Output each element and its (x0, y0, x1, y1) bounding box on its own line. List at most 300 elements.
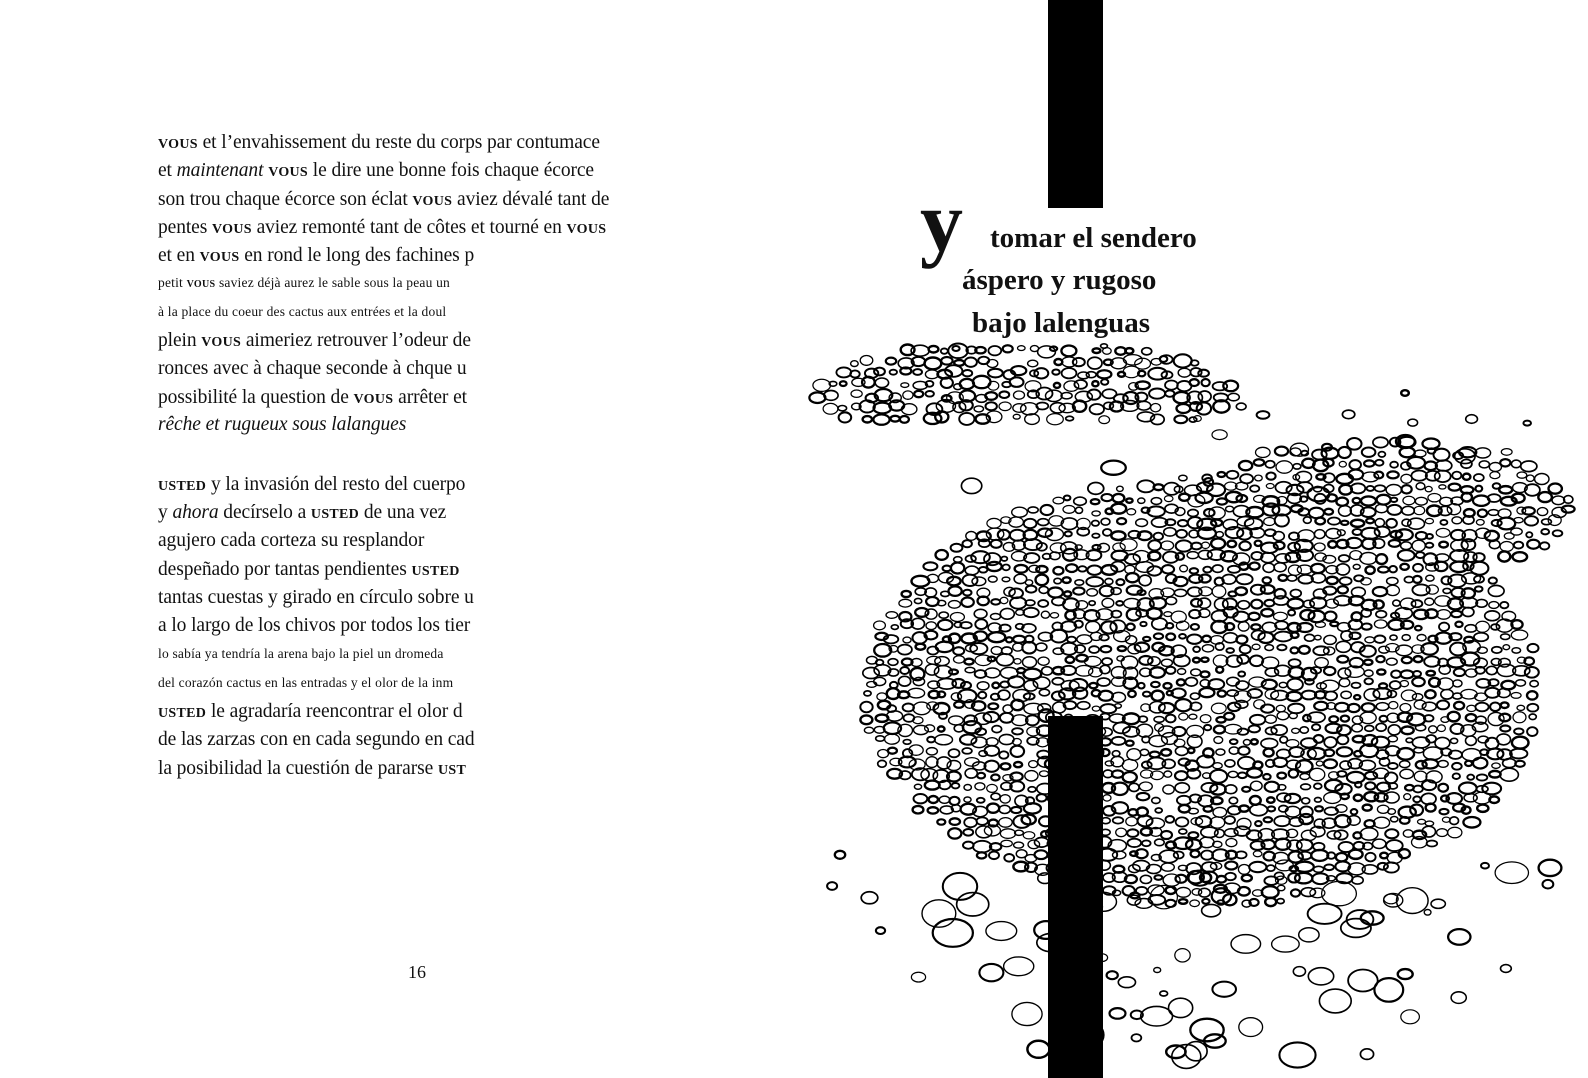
bubble (1337, 735, 1348, 744)
bubble (1261, 705, 1274, 713)
text-line (158, 555, 524, 583)
bubble (1238, 672, 1245, 677)
bubble (937, 819, 945, 824)
text-segment: arrêter et (393, 386, 467, 408)
bubble (1112, 751, 1120, 757)
text-segment: à la place du coeur des cactus aux entrées et la doul (158, 303, 447, 319)
bubble (1423, 747, 1442, 760)
italic-text: ahora (172, 502, 219, 524)
bubble (1452, 472, 1461, 480)
bubble (1004, 854, 1014, 862)
bubble (1166, 667, 1176, 674)
bubble (1238, 622, 1249, 631)
bubble (926, 391, 934, 397)
bubble (1541, 529, 1549, 534)
bubble (1297, 482, 1313, 493)
bubble (1324, 759, 1337, 768)
bubble (1466, 736, 1477, 745)
bubble (1255, 475, 1263, 481)
bubble (851, 390, 862, 397)
bubble (1296, 471, 1312, 482)
bubble (965, 769, 977, 779)
bubble (913, 369, 922, 375)
bubble (992, 726, 1002, 733)
bubble (1298, 852, 1311, 860)
bubble (1438, 784, 1448, 792)
bubble (1251, 739, 1258, 744)
bubble (1118, 977, 1135, 988)
bubble (1413, 796, 1420, 802)
text-segment: lo sabía ya tendría la arena bajo la piel un dromeda (158, 646, 444, 662)
bubble (903, 740, 911, 745)
bubble (1291, 647, 1299, 653)
text-segment: de una vez (359, 502, 447, 524)
text-segment: et l’envahissement du reste du corps par contumace (197, 132, 600, 153)
bubble (1216, 532, 1224, 538)
bubble (1522, 507, 1534, 514)
bubble (1415, 497, 1427, 505)
bubble (1014, 391, 1025, 399)
bubble (1296, 760, 1312, 772)
bubble (1224, 713, 1234, 720)
text-segment: le agradaría reencontrar el olor d (206, 701, 463, 723)
bubble (1439, 623, 1449, 631)
bubble (1412, 600, 1423, 607)
bubble (925, 358, 942, 370)
bubble (1474, 633, 1488, 642)
bubble (1243, 740, 1250, 746)
bubble (1129, 783, 1139, 791)
bubble (970, 643, 987, 654)
bubble (1107, 971, 1118, 979)
text-line (158, 754, 524, 782)
bubble (1412, 678, 1424, 687)
bubble (1379, 646, 1389, 653)
bubble (1155, 875, 1163, 880)
bubble (1101, 646, 1112, 652)
bubble (1225, 829, 1238, 837)
title-line-1: tomar el sendero (990, 222, 1197, 254)
bubble (1348, 970, 1378, 992)
bubble (939, 713, 947, 719)
bubble (1073, 588, 1084, 595)
bubble (860, 356, 873, 366)
bubble (1501, 702, 1509, 708)
bubble (1127, 509, 1136, 515)
bubble (1401, 670, 1414, 678)
bubble (1139, 575, 1151, 586)
bubble (1398, 969, 1413, 979)
bubble (1063, 577, 1071, 583)
text-line (158, 355, 524, 383)
bubble (1337, 747, 1353, 756)
bubble (1021, 403, 1039, 415)
bubble (948, 828, 961, 838)
bubble (1338, 586, 1348, 593)
bubble (1152, 618, 1167, 630)
bubble (1148, 657, 1160, 666)
bubble (875, 378, 888, 388)
bubble (914, 794, 928, 803)
bubble (1089, 683, 1097, 688)
bubble (1029, 761, 1038, 768)
bubble (1190, 568, 1198, 573)
bubble (1553, 530, 1563, 536)
bubble (1512, 648, 1521, 653)
bubble (1035, 850, 1048, 859)
bubble (1513, 712, 1526, 723)
bubble (902, 591, 911, 597)
bubble (1453, 680, 1462, 687)
bubble (1427, 671, 1435, 676)
bubble (1262, 680, 1277, 689)
bubble (1041, 611, 1049, 618)
bubble (1175, 747, 1188, 756)
bubble (1239, 461, 1252, 470)
text-line (158, 584, 524, 612)
bubble (914, 784, 921, 789)
text-segment: y (158, 502, 173, 524)
bubble (1149, 389, 1165, 399)
bubble (1117, 518, 1126, 524)
bubble (1162, 733, 1178, 745)
bubble (1209, 507, 1225, 519)
bubble (1527, 691, 1537, 699)
bubble (1176, 817, 1189, 826)
bubble (1190, 900, 1200, 907)
bubble (898, 645, 912, 655)
bubble (1013, 404, 1026, 413)
bubble (1437, 725, 1445, 732)
bubble (1210, 817, 1225, 828)
bubble (1202, 379, 1210, 386)
bubble (878, 701, 890, 710)
text-line (158, 156, 682, 184)
bubble (1447, 504, 1460, 515)
bubble (1179, 829, 1187, 834)
bubble (1279, 575, 1288, 581)
bubble (1009, 517, 1024, 527)
bubble (1425, 518, 1433, 523)
bubble (1123, 886, 1135, 896)
bubble (1361, 528, 1379, 539)
bubble (1413, 564, 1423, 572)
bubble (1249, 563, 1259, 570)
bubble (1214, 726, 1225, 734)
bubble (1099, 635, 1108, 641)
bubble (1448, 827, 1462, 838)
bubble (1264, 518, 1275, 526)
bubble (999, 734, 1014, 744)
bubble (1434, 449, 1450, 461)
text-line (158, 612, 524, 640)
bubble (1237, 655, 1249, 664)
bubble (1175, 949, 1190, 962)
bubble (1200, 715, 1211, 723)
bubble (1188, 510, 1198, 517)
bubble (1140, 875, 1151, 883)
bubble (1441, 690, 1453, 700)
bubble (1289, 659, 1301, 667)
bubble (977, 817, 988, 825)
small-caps-word: vous (212, 216, 252, 239)
bubble (1288, 610, 1295, 616)
bubble (1316, 761, 1323, 766)
bubble (1236, 403, 1246, 410)
bubble (1064, 381, 1079, 391)
bubble (1303, 517, 1311, 523)
bubble (1385, 829, 1398, 838)
bubble (1218, 472, 1226, 477)
bubble (1110, 1008, 1126, 1019)
bubble (1365, 637, 1375, 643)
bubble (992, 683, 999, 689)
bubble (950, 613, 964, 622)
bubble (1155, 808, 1162, 813)
bubble (1155, 839, 1165, 846)
bubble (1149, 736, 1167, 747)
bubble (1002, 565, 1009, 571)
bubble (861, 892, 878, 904)
bubble (1266, 473, 1275, 480)
bubble (1136, 519, 1148, 527)
text-segment: aimeriez retrouver l’odeur de (241, 330, 471, 352)
bubble (888, 659, 898, 666)
bubble (1279, 1042, 1315, 1067)
bubble (1165, 381, 1178, 390)
bubble (1178, 520, 1188, 526)
bubble (1091, 499, 1100, 504)
bubble (1351, 809, 1358, 814)
bubble (1201, 658, 1208, 662)
bubble (900, 368, 911, 375)
bubble (1250, 485, 1259, 491)
bubble (1162, 565, 1174, 573)
bubble (1251, 781, 1263, 790)
bubble (1374, 600, 1384, 608)
bubble (926, 757, 938, 768)
bubble (1439, 542, 1448, 548)
bubble (1335, 703, 1349, 712)
bubble (1154, 533, 1163, 540)
bubble (1485, 611, 1500, 621)
bubble (1336, 498, 1348, 506)
bubble (891, 625, 898, 630)
bubble (1473, 792, 1490, 804)
bubble (1539, 860, 1562, 876)
text-segment: pentes (158, 217, 212, 239)
bubble (1218, 691, 1226, 697)
bubble (1166, 816, 1175, 823)
bubble (1001, 840, 1012, 847)
bubble (1023, 608, 1038, 617)
bubble (991, 775, 999, 781)
bubble (1451, 611, 1462, 617)
bubble (1164, 771, 1172, 777)
bubble (986, 738, 998, 746)
bubble (1088, 483, 1104, 495)
text-segment: agujero cada corteza su resplandor (158, 529, 425, 551)
bubble (1277, 899, 1284, 904)
bubble (1322, 881, 1357, 905)
bubble (1451, 992, 1466, 1004)
bubble (1274, 563, 1286, 572)
bubble (950, 797, 960, 805)
bubble (1213, 565, 1223, 572)
bubble (1462, 608, 1474, 617)
bubble (1176, 875, 1187, 883)
bubble (963, 842, 974, 849)
bubble (1164, 528, 1176, 536)
bubble (1213, 763, 1222, 769)
bubble (864, 691, 871, 696)
bubble (1273, 532, 1284, 541)
bubble (987, 360, 998, 368)
bubble (1024, 519, 1037, 528)
small-caps-word: vous (268, 159, 309, 182)
bubble (1393, 600, 1400, 606)
bubble (1202, 904, 1221, 916)
bubble (1190, 1019, 1223, 1042)
bubble (1525, 667, 1539, 678)
bubble (923, 562, 937, 570)
bubble (1203, 567, 1211, 573)
bubble (1189, 832, 1199, 838)
text-line (158, 640, 524, 668)
bubble (1238, 887, 1250, 896)
bubble (1403, 830, 1413, 837)
bubble (1265, 461, 1274, 468)
text-line (158, 185, 682, 213)
bubble (1476, 621, 1490, 632)
bubble (1255, 541, 1262, 546)
text-line (158, 298, 524, 326)
bubble (1075, 580, 1084, 585)
bubble (1425, 821, 1433, 826)
bubble (1300, 727, 1308, 733)
bubble (914, 391, 923, 397)
bubble (1014, 762, 1022, 767)
bubble (1290, 590, 1301, 598)
bubble (1500, 726, 1510, 732)
bubble (977, 773, 985, 779)
bubble (1448, 929, 1470, 945)
bubble (1088, 357, 1102, 369)
bubble (1089, 646, 1099, 653)
bubble (1477, 774, 1488, 780)
bubble (1018, 346, 1026, 351)
black-bar-bottom (1048, 716, 1103, 1078)
bubble (1099, 691, 1113, 701)
bubble (1199, 575, 1211, 583)
bubble (1499, 714, 1510, 722)
bubble (1274, 612, 1288, 620)
bubble (964, 797, 971, 802)
bubble (1500, 602, 1508, 608)
bubble (877, 693, 887, 700)
bubble (1459, 783, 1477, 794)
bubble (1389, 566, 1397, 572)
bubble (1412, 694, 1422, 701)
bubble (991, 793, 1000, 800)
bubble (1223, 633, 1237, 643)
bubble (1093, 348, 1101, 353)
bubble (887, 711, 903, 721)
bubble (1180, 565, 1188, 572)
bubble (1529, 714, 1536, 720)
bubble (1435, 471, 1451, 483)
text-segment: possibilité la question de (158, 386, 354, 408)
bubble (813, 379, 831, 391)
bubble (1353, 498, 1361, 503)
text-line (158, 411, 524, 439)
bubble (1414, 656, 1423, 662)
bubble (1214, 737, 1223, 744)
bubble (1116, 601, 1123, 606)
bubble (1238, 773, 1247, 779)
small-caps-word: usted (158, 700, 207, 723)
bubble (1086, 621, 1100, 633)
bubble (1401, 474, 1412, 483)
bubble (1373, 839, 1386, 848)
bubble (1347, 772, 1365, 783)
bubble (1388, 736, 1397, 742)
bubble (1475, 586, 1483, 591)
bubble (1126, 817, 1138, 826)
bubble (1478, 509, 1487, 517)
bubble (1402, 485, 1412, 493)
bubble (1150, 752, 1160, 758)
bubble (1028, 787, 1036, 792)
bubble (1036, 566, 1047, 573)
bubble (1249, 613, 1260, 620)
french-text-block-cropped (158, 241, 524, 443)
bubble (1349, 460, 1361, 469)
bubble (1126, 498, 1132, 502)
bubble (1425, 598, 1434, 605)
bubble (973, 841, 991, 853)
small-caps-word: ust (437, 756, 467, 779)
bubble (1365, 678, 1373, 684)
bubble (1074, 497, 1087, 505)
bubble (1277, 773, 1286, 779)
bubble (1328, 541, 1336, 548)
bubble (963, 370, 973, 376)
bubble (863, 416, 872, 422)
bubble (1256, 447, 1271, 457)
bubble (1287, 679, 1303, 691)
bubble (1250, 715, 1265, 725)
bubble (1179, 899, 1187, 904)
text-line (158, 669, 524, 697)
bubble (991, 614, 1001, 620)
bubble (1238, 747, 1249, 755)
bubble (1401, 542, 1412, 550)
bubble (939, 796, 949, 803)
bubble (1485, 531, 1499, 541)
bubble (1028, 360, 1038, 367)
bubble (885, 734, 900, 744)
bubble (1143, 692, 1151, 697)
bubble (1287, 575, 1296, 581)
bubble (1224, 816, 1235, 824)
bubble (1001, 763, 1011, 769)
bubble (899, 599, 912, 607)
bubble (1092, 706, 1100, 711)
bubble (1179, 713, 1188, 720)
bubble (988, 576, 997, 582)
small-caps-word: usted (158, 473, 207, 495)
